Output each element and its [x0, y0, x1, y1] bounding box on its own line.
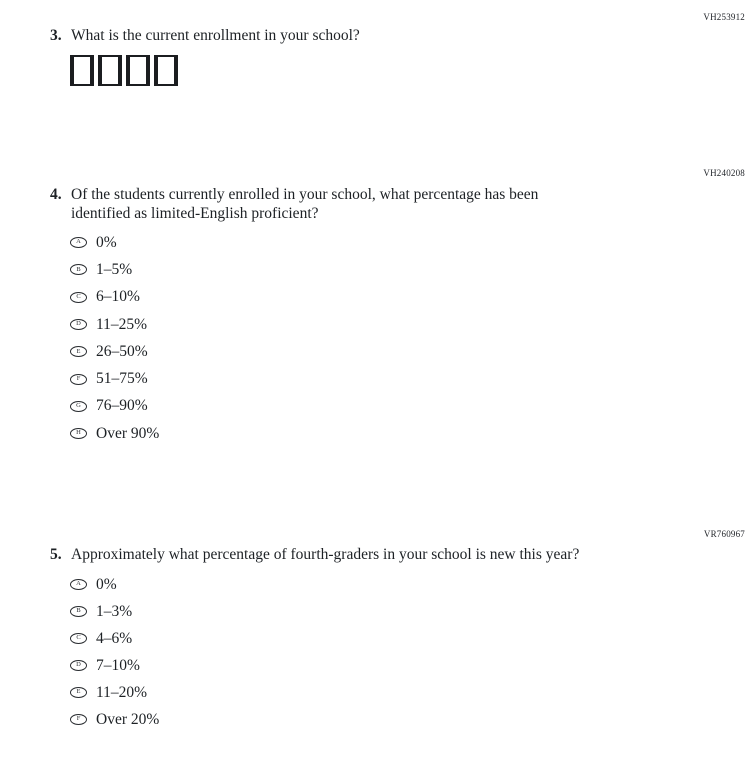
question-4-line-1: Of the students currently enrolled in your school, what percentage has been — [71, 186, 539, 203]
answer-bubble-icon[interactable] — [70, 606, 87, 617]
option-label: 1–3% — [96, 602, 133, 620]
answer-bubble-icon[interactable] — [70, 714, 87, 725]
question-5-number: 5. — [50, 546, 62, 563]
item-code-q4: VH240208 — [703, 168, 745, 178]
option-label: 0% — [96, 575, 117, 593]
answer-bubble-icon[interactable] — [70, 660, 87, 671]
bubble-letter: H — [76, 429, 81, 437]
bubble-letter: E — [76, 347, 81, 355]
question-3-number: 3. — [50, 27, 62, 44]
option-label: 76–90% — [96, 397, 148, 415]
question-4 — [50, 186, 538, 223]
option-label: 6–10% — [96, 288, 140, 306]
option-row[interactable] — [70, 625, 159, 652]
option-row[interactable] — [70, 338, 159, 365]
option-label: 4–6% — [96, 629, 133, 647]
option-label: 7–10% — [96, 656, 140, 674]
question-5 — [50, 546, 579, 565]
question-5-options — [70, 571, 159, 733]
option-row[interactable] — [70, 393, 159, 420]
answer-bubble-icon[interactable] — [70, 374, 87, 385]
option-row[interactable] — [70, 311, 159, 338]
option-row[interactable] — [70, 652, 159, 679]
bubble-letter: D — [76, 320, 81, 328]
bubble-letter: F — [76, 715, 81, 723]
question-5-text: Approximately what percentage of fourth-graders in your school is new this year? — [71, 546, 580, 563]
answer-bubble-icon[interactable] — [70, 428, 87, 439]
question-4-line-2: identified as limited-English proficient? — [71, 204, 319, 222]
digit-box-3[interactable] — [126, 55, 150, 86]
option-label: 1–5% — [96, 260, 133, 278]
option-row[interactable] — [70, 229, 159, 256]
digit-box-4[interactable] — [154, 55, 178, 86]
option-row[interactable] — [70, 365, 159, 392]
option-row[interactable] — [70, 679, 159, 706]
item-code-q5: VR760967 — [703, 529, 745, 539]
option-row[interactable] — [70, 571, 159, 598]
option-row[interactable] — [70, 598, 159, 625]
bubble-letter: C — [76, 634, 81, 642]
answer-bubble-icon[interactable] — [70, 319, 87, 330]
bubble-letter: G — [76, 402, 81, 410]
bubble-letter: C — [76, 292, 81, 300]
bubble-letter: F — [76, 374, 81, 382]
option-label: 26–50% — [96, 342, 148, 360]
answer-bubble-icon[interactable] — [70, 292, 87, 303]
question-4-text — [71, 186, 538, 223]
answer-bubble-icon[interactable] — [70, 633, 87, 644]
answer-bubble-icon[interactable] — [70, 687, 87, 698]
item-code-q3: VH253912 — [703, 12, 745, 22]
digit-box-1[interactable] — [70, 55, 94, 86]
question-4-number: 4. — [50, 186, 62, 203]
option-label: Over 20% — [96, 710, 160, 728]
digit-box-2[interactable] — [98, 55, 122, 86]
option-row[interactable] — [70, 706, 159, 733]
question-4-options — [70, 229, 159, 447]
option-row[interactable] — [70, 284, 159, 311]
bubble-letter: A — [76, 580, 81, 588]
bubble-letter: E — [76, 688, 81, 696]
question-3-text: What is the current enrollment in your school? — [71, 27, 360, 44]
bubble-letter: B — [76, 265, 81, 273]
bubble-letter: D — [76, 661, 81, 669]
answer-bubble-icon[interactable] — [70, 264, 87, 275]
answer-bubble-icon[interactable] — [70, 579, 87, 590]
answer-bubble-icon[interactable] — [70, 346, 87, 357]
option-label: 11–20% — [96, 683, 148, 701]
bubble-letter: B — [76, 607, 81, 615]
enrollment-digit-boxes — [70, 55, 178, 86]
option-label: 51–75% — [96, 370, 148, 388]
answer-bubble-icon[interactable] — [70, 401, 87, 412]
bubble-letter: A — [76, 238, 81, 246]
option-label: 0% — [96, 233, 117, 251]
answer-bubble-icon[interactable] — [70, 237, 87, 248]
option-row[interactable] — [70, 256, 159, 283]
option-label: 11–25% — [96, 315, 148, 333]
option-row[interactable] — [70, 420, 159, 447]
question-3 — [50, 27, 360, 46]
option-label: Over 90% — [96, 424, 160, 442]
